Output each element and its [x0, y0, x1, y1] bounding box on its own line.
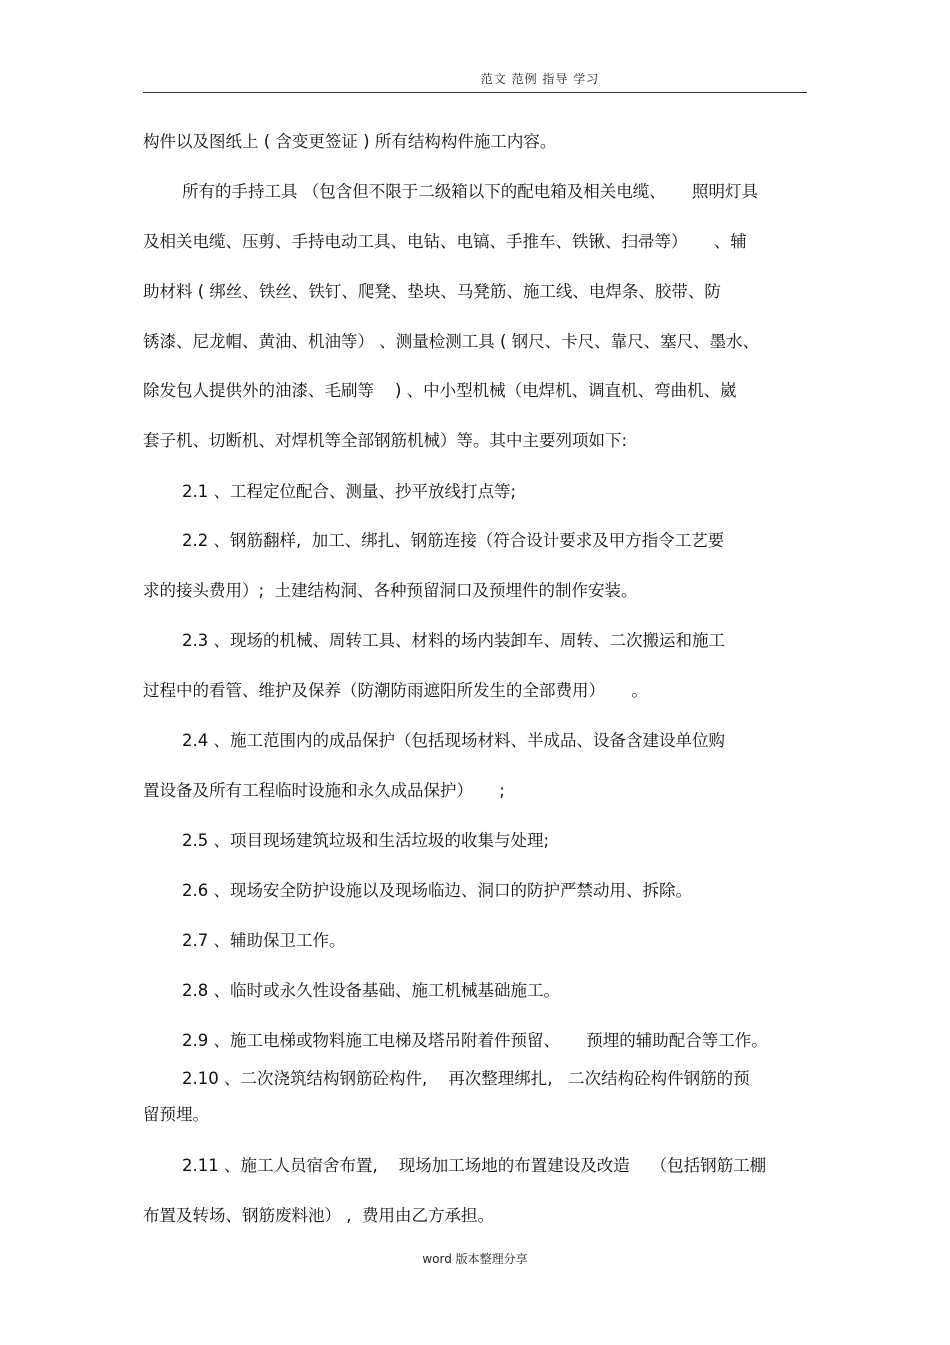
list-item: 2.1 、工程定位配合、测量、抄平放线打点等;: [182, 482, 517, 501]
list-item: 2.9 、施工电梯或物料施工电梯及塔吊附着件预留、 预埋的辅助配合等工作。: [182, 1031, 768, 1050]
page-header: 范文 范例 指导 学习: [480, 72, 600, 86]
list-item-continuation: 布置及转场、钢筋废料池） , 费用由乙方承担。: [143, 1206, 494, 1225]
paragraph-line: 及相关电缆、压剪、手持电动工具、电钻、电镐、手推车、铁锹、扫帚等） 、辅: [143, 232, 747, 251]
list-item-continuation: 求的接头费用）; 土建结构洞、各种预留洞口及预埋件的制作安装。: [143, 581, 638, 600]
list-item: 2.6 、现场安全防护设施以及现场临边、洞口的防护严禁动用、拆除。: [182, 881, 692, 900]
paragraph-line: 套子机、切断机、对焊机等全部钢筋机械）等。其中主要列项如下:: [143, 431, 628, 450]
paragraph-line: 除发包人提供外的油漆、毛刷等 ) 、中小型机械（电焊机、调直机、弯曲机、崴: [143, 381, 737, 400]
paragraph-line: 构件以及图纸上 ( 含变更签证 ) 所有结构构件施工内容。: [143, 132, 557, 151]
list-item: 2.10 、二次浇筑结构钢筋砼构件, 再次整理绑扎, 二次结构砼构件钢筋的预: [182, 1069, 750, 1088]
list-item: 2.11 、施工人员宿舍布置, 现场加工场地的布置建设及改造 （包括钢筋工棚: [182, 1156, 767, 1175]
paragraph-line: 所有的手持工具 （包含但不限于二级箱以下的配电箱及相关电缆、 照明灯具: [182, 182, 758, 201]
paragraph-line: 助材料 ( 绑丝、铁丝、铁钉、爬凳、垫块、马凳筋、施工线、电焊条、胶带、防: [143, 282, 721, 301]
page-footer: word 版本整理分享: [422, 1252, 528, 1266]
list-item: 2.2 、钢筋翻样, 加工、绑扎、钢筋连接（符合设计要求及甲方指令工艺要: [182, 531, 725, 550]
list-item-continuation: 置设备及所有工程临时设施和永久成品保护） ;: [143, 781, 505, 800]
list-item-continuation: 过程中的看管、维护及保养（防潮防雨遮阳所发生的全部费用） 。: [143, 681, 648, 700]
list-item: 2.7 、辅助保卫工作。: [182, 931, 346, 950]
list-item: 2.5 、项目现场建筑垃圾和生活垃圾的收集与处理;: [182, 831, 550, 850]
list-item: 2.8 、临时或永久性设备基础、施工机械基础施工。: [182, 981, 560, 1000]
list-item: 2.3 、现场的机械、周转工具、材料的场内装卸车、周转、二次搬运和施工: [182, 631, 725, 650]
paragraph-line: 锈漆、尼龙帽、黄油、机油等） 、测量检测工具 ( 钢尺、卡尺、靠尺、塞尺、墨水、: [143, 332, 760, 351]
header-divider: [143, 92, 807, 93]
list-item: 2.4 、施工范围内的成品保护（包括现场材料、半成品、设备含建设单位购: [182, 731, 725, 750]
list-item-continuation: 留预埋。: [143, 1105, 209, 1124]
